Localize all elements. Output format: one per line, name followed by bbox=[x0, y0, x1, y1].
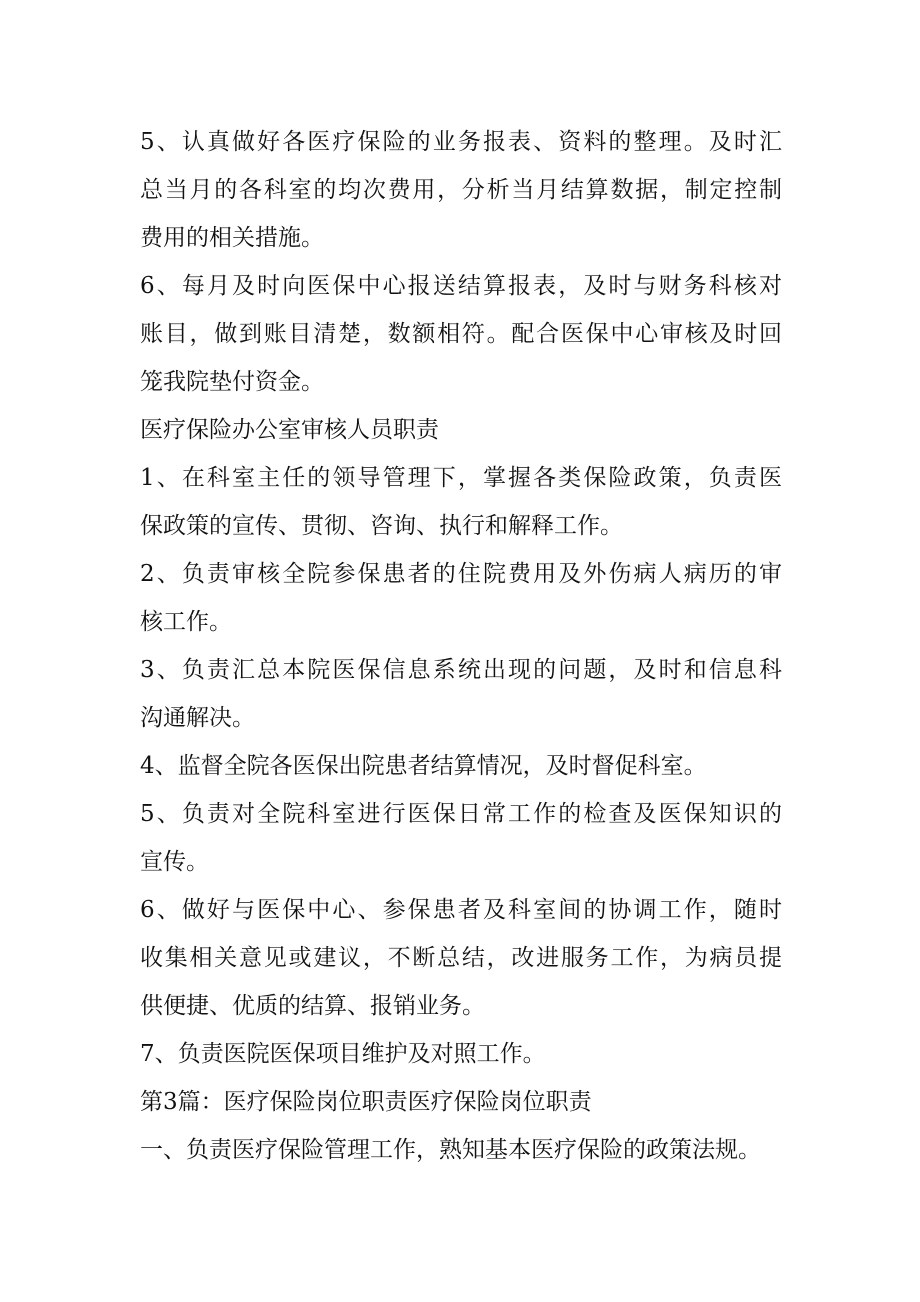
document-body bbox=[140, 118, 782, 1174]
duty-3-line-2: 沟通解决。 bbox=[140, 705, 255, 731]
duty-5-line-2: 宣传。 bbox=[140, 849, 209, 875]
section-heading-part-3: 第3篇：医疗保险岗位职责医疗保险岗位职责 bbox=[140, 1089, 592, 1115]
duty-7-line-1: 7、负责医院医保项目维护及对照工作。 bbox=[140, 1041, 546, 1067]
part-3-item-1-line-1: 一、负责医疗保险管理工作，熟知基本医疗保险的政策法规。 bbox=[140, 1137, 761, 1163]
paragraph-6-line-1: 6、每月及时向医保中心报送结算报表，及时与财务科核对 bbox=[140, 273, 782, 299]
paragraph-6-line-2: 账目，做到账目清楚，数额相符。配合医保中心审核及时回 bbox=[140, 321, 782, 347]
paragraph-5-line-1: 5、认真做好各医疗保险的业务报表、资料的整理。及时汇 bbox=[140, 129, 782, 155]
duty-6-line-1: 6、做好与医保中心、参保患者及科室间的协调工作，随时 bbox=[140, 897, 782, 923]
paragraph-6-line-3: 笼我院垫付资金。 bbox=[140, 369, 324, 395]
duty-6-line-3: 供便捷、优质的结算、报销业务。 bbox=[140, 993, 485, 1019]
duty-1-line-1: 1、在科室主任的领导管理下，掌握各类保险政策，负责医 bbox=[140, 465, 782, 491]
paragraph-5-line-3: 费用的相关措施。 bbox=[140, 225, 324, 251]
duty-1-line-2: 保政策的宣传、贯彻、咨询、执行和解释工作。 bbox=[140, 513, 623, 539]
paragraph-5-line-2: 总当月的各科室的均次费用，分析当月结算数据，制定控制 bbox=[140, 177, 782, 203]
duty-2-line-2: 核工作。 bbox=[140, 609, 232, 635]
duty-4-line-1: 4、监督全院各医保出院患者结算情况，及时督促科室。 bbox=[140, 753, 707, 779]
duty-3-line-1: 3、负责汇总本院医保信息系统出现的问题，及时和信息科 bbox=[140, 657, 782, 683]
duty-6-line-2: 收集相关意见或建议，不断总结，改进服务工作，为病员提 bbox=[140, 945, 782, 971]
duty-5-line-1: 5、负责对全院科室进行医保日常工作的检查及医保知识的 bbox=[140, 801, 782, 827]
section-heading-audit-staff: 医疗保险办公室审核人员职责 bbox=[140, 417, 439, 443]
duty-2-line-1: 2、负责审核全院参保患者的住院费用及外伤病人病历的审 bbox=[140, 561, 782, 587]
